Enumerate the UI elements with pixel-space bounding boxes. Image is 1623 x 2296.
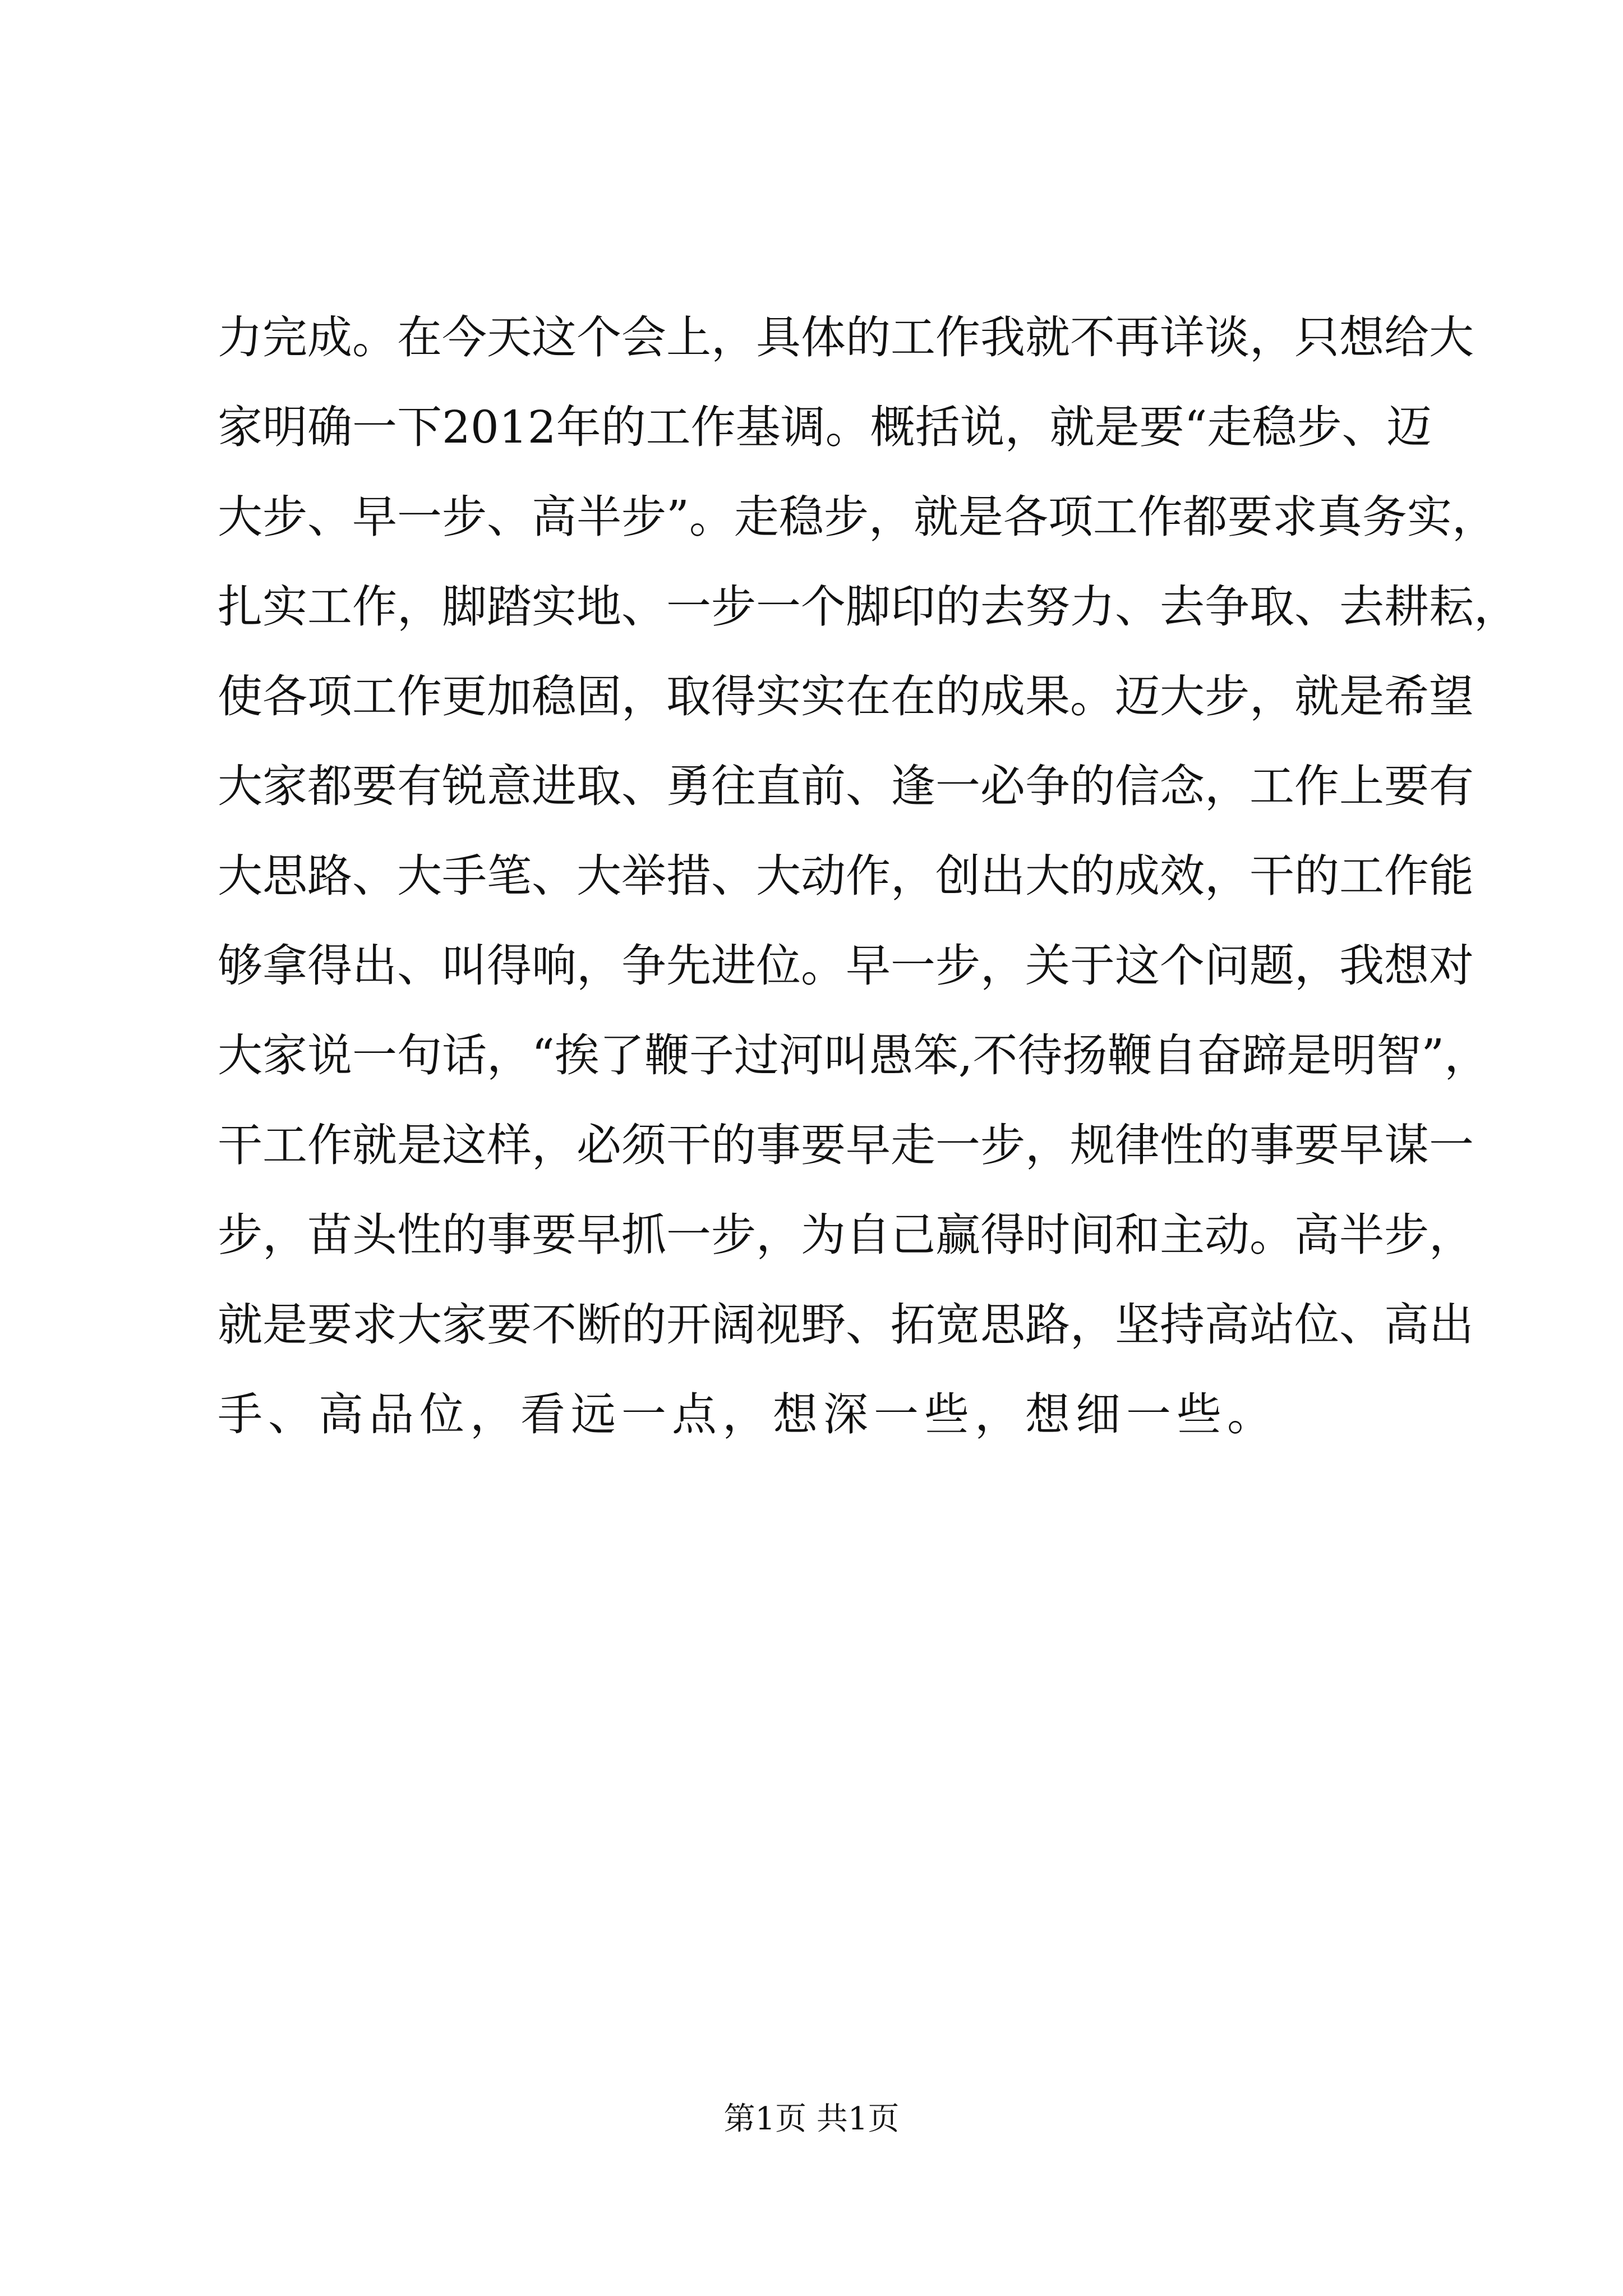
text-line-7: 大思路、大手笔、大举措、大动作，创出大的成效，干的工作能 xyxy=(218,850,1474,902)
text-line-6: 大家都要有锐意进取、勇往直前、逢一必争的信念，工作上要有 xyxy=(218,760,1474,812)
text-line-9: 大家说一句话，“挨了鞭子过河叫愚笨,不待扬鞭自奋蹄是明智”， xyxy=(218,1029,1490,1082)
text-line-8: 够拿得出、叫得响，争先进位。早一步，关于这个问题，我想对 xyxy=(218,940,1474,992)
text-line-5: 使各项工作更加稳固，取得实实在在的成果。迈大步，就是希望 xyxy=(218,670,1474,723)
text-line-3: 大步、早一步、高半步”。走稳步，就是各项工作都要求真务实， xyxy=(218,491,1497,543)
text-line-10: 干工作就是这样，必须干的事要早走一步，规律性的事要早谋一 xyxy=(218,1119,1474,1171)
text-line-13: 手、高品位，看远一点，想深一些，想细一些。 xyxy=(218,1388,1278,1441)
text-line-4: 扎实工作，脚踏实地、一步一个脚印的去努力、去争取、去耕耘， xyxy=(218,581,1519,633)
body-paragraph xyxy=(218,293,1519,1460)
text-line-2: 家明确一下2012年的工作基调。概括说，就是要“走稳步、迈 xyxy=(218,401,1432,453)
text-line-1: 力完成。在今天这个会上，具体的工作我就不再详谈，只想给大 xyxy=(218,311,1474,364)
page-footer: 第1页 共1页 xyxy=(723,2101,900,2137)
text-line-11: 步，苗头性的事要早抓一步，为自己赢得时间和主动。高半步， xyxy=(218,1209,1474,1261)
text-line-12: 就是要求大家要不断的开阔视野、拓宽思路，坚持高站位、高出 xyxy=(218,1299,1474,1351)
